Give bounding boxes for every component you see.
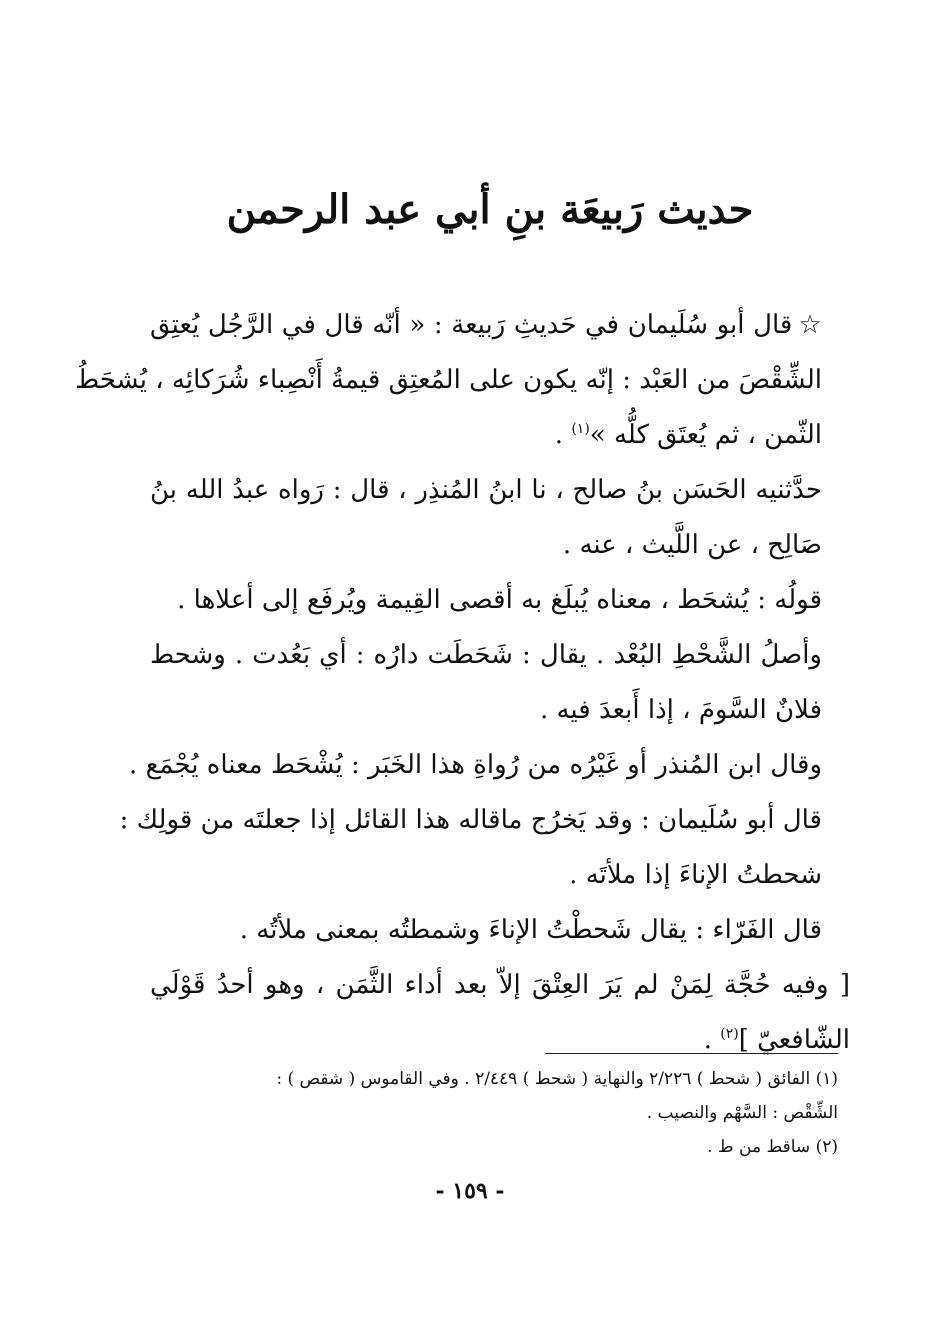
paragraph-origin — [150, 628, 850, 738]
paragraph-isnad — [150, 463, 850, 573]
chapter-title: حديث رَبيعَة بنِ أبي عبد الرحمن — [226, 186, 754, 233]
text-line: قال الفَرّاء : يقال شَحطْتُ الإناءَ وشمطتُه بمعنى ملأتُه . — [239, 915, 822, 945]
text-line: ☆قال أبو سُلَيمان في حَديثِ رَبيعة : « أنّه قال في الرَّجُل يُعتِق — [150, 310, 822, 340]
text-line: حدَّثنيه الحَسَن بنُ صالح ، نا ابنُ المُنذِر ، قال : رَواه عبدُ الله بنُ — [150, 475, 822, 505]
footnote-1: (١) الفائق ( شحط ) ٢/٢٢٦ والنهاية ( شحط ) ٢/٤٤٩ . وفي القاموس ( شقص ) : — [276, 1069, 838, 1089]
footnote-2: (٢) ساقط من ط . — [707, 1137, 838, 1157]
text-line: فلانٌ السَّومَ ، إذا أَبعدَ فيه . — [539, 695, 822, 725]
star-icon: ☆ — [798, 310, 822, 340]
paragraph-ibn-mundhir — [129, 738, 850, 793]
text-line: قال أبو سُلَيمان : وقد يَخرُج ماقاله هذا القائل إذا جعلتَه من قولِك : — [119, 805, 822, 835]
paragraph-hadith — [75, 298, 850, 463]
paragraph-farra — [150, 903, 850, 958]
text-line: وقال ابن المُنذر أو غَيْرُه من رُواةِ هذا الخَبَر : يُشْحَط معناه يُجْمَع . — [129, 750, 822, 780]
text-line: شحطتُ الإناءَ إذا ملأتَه . — [569, 860, 822, 890]
text-line: صَالِح ، عن اللَّيث ، عنه . — [562, 530, 822, 560]
text-line: الثّمن ، ثم يُعتَق كلُّه »$^{(١)}$ . — [554, 420, 822, 450]
text-line: الشِّقْصَ من العَبْد : إنّه يكون على المُعتِق قيمةُ أَنْصِباء شُرَكائِه ، يُشحَطُ — [75, 365, 822, 395]
page-number: - ١٥٩ - — [435, 1178, 505, 1204]
text-line: قولُه : يُشحَط ، معناه يُبلَغ به أقصى القِيمة ويُرفَع إلى أعلاها . — [177, 585, 822, 615]
paragraph-abu-sulayman — [119, 793, 850, 903]
footnote-marker: (٢) — [720, 1026, 739, 1042]
main-text — [75, 298, 850, 1068]
text-line: الشّافعيّ ]$^{(٢)}$ . — [703, 1025, 850, 1055]
footnote-1-continued: الشِّقْص : السَّهْم والنصيب . — [646, 1103, 838, 1123]
paragraph-meaning — [150, 573, 850, 628]
footnote-marker: (١) — [571, 421, 590, 437]
text-line: وأصلُ الشَّحْطِ البُعْد . يقال : شَحَطَت دارُه : أي بَعُدت . وشحط — [150, 640, 822, 670]
paragraph-bracketed — [150, 958, 850, 1068]
footnote-divider — [545, 1053, 838, 1054]
text-line: [ وفيه حُجَّة لِمَنْ لم يَرَ العِتْقَ إلاّ بعد أداء الثَّمَن ، وهو أحدُ قَوْلَي — [150, 970, 850, 1000]
footnotes — [150, 1062, 838, 1164]
